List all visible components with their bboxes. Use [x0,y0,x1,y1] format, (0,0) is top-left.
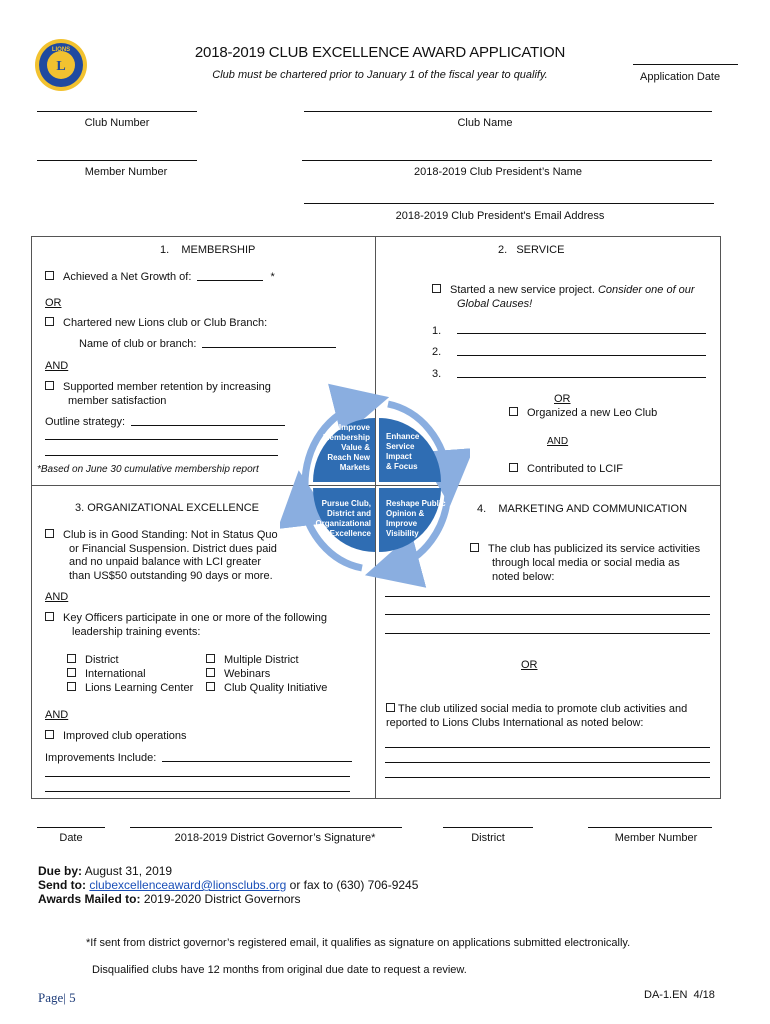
wheel-q1-line-4: Reach New [327,453,370,462]
signature-member-number-label: Member Number [614,832,698,844]
wheel-q4-line-4: Visibility [386,529,419,538]
improved-ops-item[interactable]: Improved club operations [45,730,187,742]
service-and: AND [547,436,569,447]
good-standing-checkbox[interactable] [45,529,54,538]
wheel-q3-line-3: Organizational [315,519,371,528]
membership-and: AND [45,360,69,372]
member-number-label: Member Number [84,166,168,178]
president-email-line[interactable] [304,203,714,204]
org-and-1: AND [45,591,69,603]
outline-strategy: Outline strategy: [45,416,285,428]
lions-logo-icon [34,38,88,92]
wheel-q1-line-3: Value & [341,443,370,452]
district-sign-line[interactable] [443,827,533,828]
opt-cqi[interactable]: Club Quality Initiative [206,682,327,694]
signature-note: *If sent from district governor’s registered email, it qualifies as signature on applications submitted electronically. [86,937,631,949]
application-date-label: Application Date [640,71,721,83]
strategy-wheel [280,378,470,592]
service-num-3: 3. [432,368,442,380]
wheel-q2-line-1: Enhance [386,432,420,441]
leo-club-item[interactable]: Organized a new Leo Club [509,407,657,419]
page-title: 2018-2019 CLUB EXCELLENCE AWARD APPLICATION [194,44,566,61]
wheel-q4-line-2: Opinion & [386,509,425,518]
wheel-q2-line-2: Service [386,442,415,451]
awards-mailed: Awards Mailed to: 2019-2020 District Governors [38,892,301,906]
club-number-label: Club Number [84,117,150,129]
org-and-2: AND [45,709,69,721]
opt-multiple-checkbox[interactable] [206,654,215,663]
org-heading: 3. ORGANIZATIONAL EXCELLENCE [75,502,259,514]
name-of-club-field[interactable] [202,338,336,348]
marketing-heading: 4. MARKETING AND COMMUNICATION [477,503,688,515]
leo-club-checkbox[interactable] [509,407,518,416]
strategy-wheel-graphic [280,378,470,592]
opt-llc-checkbox[interactable] [67,682,76,691]
social-line-1[interactable] [385,747,710,748]
chartered-checkbox[interactable] [45,317,54,326]
service-line-3[interactable] [457,377,706,378]
net-growth-item[interactable]: Achieved a Net Growth of: * [45,271,275,283]
due-by: Due by: August 31, 2019 [38,864,173,878]
marketing-line-2[interactable] [385,614,710,615]
wheel-q4-line-3: Improve [386,519,418,528]
service-line-2[interactable] [457,355,706,356]
date-sign-line[interactable] [37,827,105,828]
service-heading: 2. SERVICE [498,244,565,256]
service-project-checkbox[interactable] [432,284,441,293]
lions-logo [34,38,88,92]
svg-text:LIONS: LIONS [51,47,71,53]
wheel-q3-line-1: Pursue Club, [321,499,371,508]
email-link[interactable]: clubexcellenceaward@lionsclubs.org [89,878,287,892]
net-growth-field[interactable] [197,271,263,281]
good-standing-item[interactable]: Club is in Good Standing: Not in Status Quo [45,529,278,541]
lcif-checkbox[interactable] [509,463,518,472]
key-officers-line-2: leadership training events: [72,626,201,638]
social-line-2[interactable] [385,762,710,763]
retention-item[interactable]: Supported member retention by increasing [45,381,271,393]
outline-line-3[interactable] [45,455,278,456]
global-causes: Global Causes! [457,298,533,310]
president-email-label: 2018-2019 Club President's Email Address [395,210,605,222]
service-project-item[interactable]: Started a new service project. Consider one of our [432,284,695,296]
date-label: Date [59,832,83,844]
good-standing-line-2: or Financial Suspension. District dues paid [69,543,277,555]
governor-sign-line[interactable] [130,827,402,828]
good-standing-line-4: than US$50 outstanding 90 days or more. [69,570,273,582]
outline-strategy-field[interactable] [131,416,285,426]
improved-ops-checkbox[interactable] [45,730,54,739]
outline-line-2[interactable] [45,439,278,440]
service-num-2: 2. [432,346,442,358]
page-number: Page| 5 [38,990,76,1005]
publicized-item[interactable]: The club has publicized its service activities [470,543,700,555]
form-code: DA-1.EN 4/18 [644,989,715,1001]
opt-international-checkbox[interactable] [67,668,76,677]
opt-international[interactable]: International [67,668,146,680]
opt-cqi-checkbox[interactable] [206,682,215,691]
wheel-q3-line-2: District and [326,509,371,518]
member-number-sign-line[interactable] [588,827,712,828]
social-media-checkbox[interactable] [386,703,395,712]
wheel-q1-line-5: Markets [339,463,370,472]
district-label: District [471,832,505,844]
club-number-line[interactable] [37,111,197,112]
club-name-label: Club Name [457,117,513,129]
marketing-or: OR [521,659,538,671]
retention-line-2: member satisfaction [68,395,167,407]
net-growth-checkbox[interactable] [45,271,54,280]
president-name-label: 2018-2019 Club President’s Name [414,166,582,178]
opt-district[interactable]: District [67,654,119,666]
wheel-q2-line-4: & Focus [386,462,418,471]
publicized-line-2: through local media or social media as [492,557,680,569]
wheel-q1-line-1: Improve [338,423,370,432]
lcif-item[interactable]: Contributed to LCIF [509,463,623,475]
send-to: Send to: clubexcellenceaward@lionsclubs.org or fax to (630) 706-9245 [38,878,419,892]
wheel-q1-line-2: Membership [322,433,370,442]
key-officers-item[interactable]: Key Officers participate in one or more of the following [45,612,327,624]
good-standing-line-3: and no unpaid balance with LCI greater [69,556,262,568]
wheel-q2-line-3: Impact [386,452,412,461]
page-subtitle: Club must be chartered prior to January 1 of the fiscal year to qualify. [212,69,548,81]
wheel-q4-line-1: Reshape Public [386,499,446,508]
application-date-line[interactable] [633,64,738,65]
governor-signature-label: 2018-2019 District Governor’s Signature* [174,832,376,844]
svg-text:L: L [56,59,66,74]
president-name-line[interactable] [302,160,712,161]
service-line-1[interactable] [457,333,706,334]
service-num-1: 1. [432,325,442,337]
improvements-line-3[interactable] [45,791,350,792]
name-of-club-item: Name of club or branch: [79,338,336,350]
marketing-line-3[interactable] [385,633,710,634]
membership-heading: 1. MEMBERSHIP [160,244,256,256]
club-name-line[interactable] [304,111,712,112]
chartered-item[interactable]: Chartered new Lions club or Club Branch: [45,317,267,329]
membership-or: OR [45,297,62,309]
opt-webinars-checkbox[interactable] [206,668,215,677]
social-line-3[interactable] [385,777,710,778]
publicized-line-3: noted below: [492,571,555,583]
retention-checkbox[interactable] [45,381,54,390]
marketing-line-1[interactable] [385,596,710,597]
social-media-line-2: reported to Lions Clubs International as noted below: [386,717,644,729]
improvements-include: Improvements Include: [45,752,352,764]
opt-llc[interactable]: Lions Learning Center [67,682,193,694]
membership-footnote: *Based on June 30 cumulative membership report [37,464,259,475]
member-number-line[interactable] [37,160,197,161]
key-officers-checkbox[interactable] [45,612,54,621]
review-note: Disqualified clubs have 12 months from original due date to request a review. [92,964,467,976]
social-media-item[interactable]: The club utilized social media to promote club activities and [386,703,687,715]
improvements-field[interactable] [162,752,352,762]
improvements-line-2[interactable] [45,776,350,777]
service-or: OR [554,393,571,405]
wheel-q3-line-4: Excellence [329,529,371,538]
publicized-checkbox[interactable] [470,543,479,552]
opt-multiple[interactable]: Multiple District [206,654,299,666]
opt-district-checkbox[interactable] [67,654,76,663]
opt-webinars[interactable]: Webinars [206,668,270,680]
